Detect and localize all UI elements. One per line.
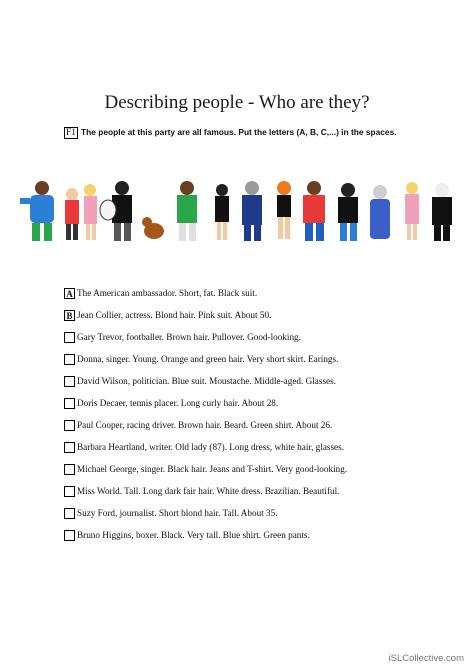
answer-box[interactable] [64, 376, 75, 387]
site-footer: iSLCollective.com [388, 653, 464, 664]
person-2 [65, 188, 79, 240]
person-politician [242, 181, 262, 241]
item-text: Bruno Higgins, boxer. Black. Very tall. Blue shirt. Green pants. [77, 530, 310, 540]
list-item [64, 462, 347, 476]
item-text: Michael George, singer. Black hair. Jeans and T-shirt. Very good-looking. [77, 464, 348, 474]
answer-box[interactable] [64, 442, 75, 453]
person-guitarist [100, 181, 132, 241]
item-text: Donna, singer. Young. Orange and green hair. Very short skirt. Earings. [77, 354, 339, 364]
answer-box[interactable] [64, 530, 75, 541]
list-item [64, 374, 336, 388]
list-item [64, 330, 301, 344]
list-item [64, 440, 344, 454]
answer-box[interactable]: A [64, 288, 75, 299]
list-item [64, 286, 257, 300]
person-footballer [177, 181, 197, 241]
item-text: Gary Trevor, footballer. Brown hair. Pullover. Good-looking. [77, 332, 301, 342]
person-donna [277, 181, 291, 239]
person-tennis [215, 184, 229, 240]
item-text: Suzy Ford, journalist. Short blond hair. Tall. About 35. [77, 508, 278, 518]
answer-box[interactable] [64, 332, 75, 343]
dog [142, 217, 164, 239]
list-item [64, 506, 278, 520]
item-text: Jean Collier, actress. Blond hair. Pink suit. About 50. [77, 310, 272, 320]
exercise-instruction [64, 126, 409, 139]
party-people-illustration [12, 176, 462, 246]
answer-box[interactable] [64, 508, 75, 519]
person-singer [338, 183, 358, 241]
item-text: Miss World. Tall. Long dark fair hair. White dress. Brazilian. Beautiful. [77, 486, 340, 496]
person-racing-driver [303, 181, 325, 241]
list-item [64, 528, 310, 542]
person-blond [84, 184, 97, 240]
answer-box[interactable] [64, 464, 75, 475]
person-ambassador [20, 181, 54, 241]
person-boxer [432, 183, 452, 241]
instruction-text: The people at this party are all famous. Put the letters (A, B, C,...) in the spaces. [81, 127, 397, 137]
answer-box[interactable] [64, 486, 75, 497]
list-item [64, 396, 278, 410]
item-text: The American ambassador. Short, fat. Black suit. [77, 288, 258, 298]
list-item [64, 308, 271, 322]
item-text: David Wilson, politician. Blue suit. Moustache. Middle-aged. Glasses. [77, 376, 336, 386]
worksheet-title: Describing people - Who are they? [104, 92, 370, 113]
exercise-tag: F1 [66, 128, 77, 138]
answer-box[interactable] [64, 354, 75, 365]
list-item [64, 352, 338, 366]
item-text: Doris Decaer, tennis placer. Long curly hair. About 28. [77, 398, 279, 408]
answer-box[interactable] [64, 398, 75, 409]
answer-box[interactable] [64, 420, 75, 431]
answer-box[interactable]: B [64, 310, 75, 321]
person-old-lady [370, 185, 390, 239]
list-item [64, 418, 332, 432]
item-text: Barbara Heartland, writer. Old lady (87). Long dress, white hair, glasses. [77, 442, 345, 452]
person-miss-world [405, 182, 419, 240]
list-item [64, 484, 339, 498]
item-text: Paul Cooper, racing driver. Brown hair. Beard. Green shirt. About 26. [77, 420, 333, 430]
